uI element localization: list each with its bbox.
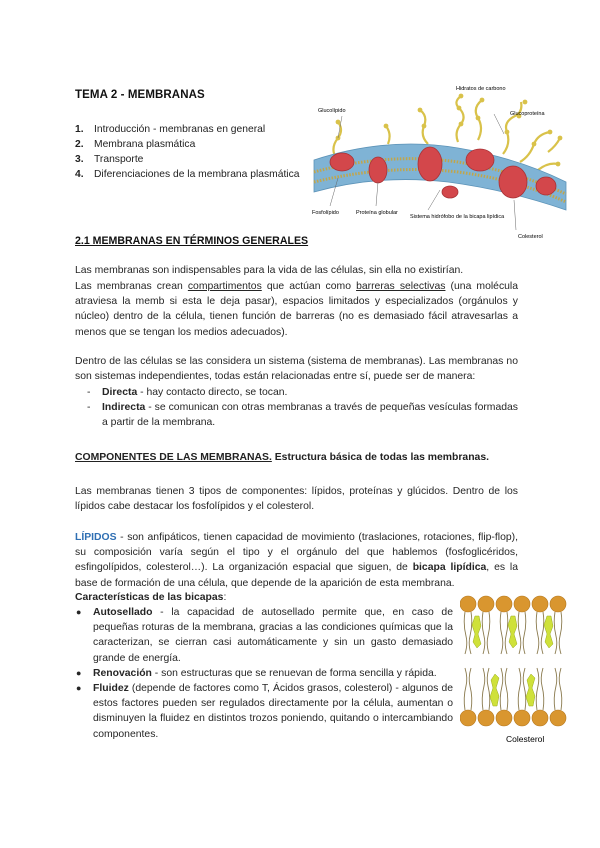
- cholesterol-molecules: [472, 616, 553, 706]
- toc-label: Introducción - membranas en general: [94, 124, 266, 135]
- underlined-term: compartimentos: [187, 281, 262, 292]
- text-run: - son anfipáticos, tienen capacidad de movimiento (traslaciones, rotaciones, flip-flop), su composición varía según el tipo y el orgánulo del que hablemos (fosfoglicéridos, esfingolípidos, colesterol…). La organización espacial que siguen, de: [75, 532, 518, 574]
- phospholipid-head: [550, 710, 566, 726]
- bullet-icon: ●: [76, 683, 82, 694]
- page-title: TEMA 2 - MEMBRANAS: [75, 89, 205, 101]
- bilayer-features-heading: [75, 590, 226, 605]
- paragraph: Dentro de las células se las considera un sistema (sistema de membranas). Las membranas no son sistemas independientes, todas están relacionadas entre sí, puede ser de manera:: [75, 356, 518, 383]
- table-of-contents: [75, 122, 305, 182]
- list-item: [75, 605, 453, 666]
- bullet-icon: ●: [76, 607, 82, 617]
- term: Directa: [102, 387, 138, 398]
- lipid-tail: [482, 668, 485, 710]
- lipid-tail: [487, 668, 490, 710]
- term: Renovación: [93, 667, 152, 679]
- lipid-tail: [505, 668, 508, 710]
- lipid-tail: [500, 668, 503, 710]
- paragraph: Las membranas son indispensables para la vida de las células, sin ella no existirían.: [75, 265, 464, 276]
- phospholipid-head: [514, 710, 530, 726]
- phospholipid-head: [478, 596, 494, 612]
- lipid-tail: [523, 612, 526, 654]
- lipid-tail: [536, 612, 539, 654]
- bullet-icon: ●: [76, 667, 82, 678]
- lipid-tail: [482, 612, 485, 654]
- lipidos-term: LÍPIDOS: [75, 532, 117, 543]
- phospholipid-head: [496, 596, 512, 612]
- cholesterol-molecule: [544, 616, 553, 648]
- lipid-tail: [554, 612, 557, 654]
- list-item: [75, 681, 453, 742]
- lipid-tail: [464, 668, 467, 710]
- lipid-tail: [541, 668, 544, 710]
- lipid-tail: [559, 612, 562, 654]
- dash-mark: -: [87, 402, 91, 414]
- label-oligosaccharides: Hidratos de carbono: [456, 86, 506, 92]
- lipid-tail: [554, 668, 557, 710]
- section-heading-text: 2.1 MEMBRANAS EN TÉRMINOS GENERALES: [75, 235, 309, 247]
- label-phospholipid: Fosfolípido: [312, 210, 339, 216]
- lipid-tail: [541, 612, 544, 654]
- underlined-term: barreras selectivas: [356, 281, 446, 292]
- phospholipid-head: [550, 596, 566, 612]
- components-heading-underlined: COMPONENTES DE LAS MEMBRANAS.: [75, 452, 272, 463]
- lipid-tail: [500, 612, 503, 654]
- cholesterol-molecule: [526, 674, 535, 706]
- lipid-tail: [487, 612, 490, 654]
- lipid-tail: [505, 612, 508, 654]
- label-hydrophobic-tails: Sistema hidrófobo de la bicapa lipídica: [410, 214, 505, 220]
- components-heading-rest: Estructura básica de todas las membranas.: [271, 452, 489, 463]
- phospholipid-head: [514, 596, 530, 612]
- toc-item: [75, 137, 305, 152]
- label-peripheral-protein: Proteína globular: [356, 210, 398, 216]
- lipid-tail: [523, 668, 526, 710]
- term: Indirecta: [102, 402, 146, 414]
- cholesterol-bilayer-figure: [460, 590, 572, 748]
- text-run: que actúan como: [261, 281, 357, 292]
- paragraph: [75, 279, 518, 340]
- lipidos-paragraph: [75, 530, 518, 591]
- term: Fluidez: [93, 683, 129, 695]
- phospholipid-head: [478, 710, 494, 726]
- text-run: - hay contacto directo, se tocan.: [137, 387, 288, 398]
- lipid-tail: [469, 612, 472, 654]
- phospholipid-head: [532, 596, 548, 612]
- list-item: [75, 385, 518, 400]
- phospholipid-heads: [460, 596, 566, 726]
- text-run: :: [223, 592, 227, 603]
- dash-mark: -: [87, 387, 91, 398]
- phospholipid-head: [460, 710, 476, 726]
- list-item: [75, 400, 518, 430]
- lipid-tail: [559, 668, 562, 710]
- text-run: - la capacidad de autosellado permite que, en caso de pequeñas roturas de la membrana, gracias a las condiciones químicas que la caracterizan, se cierran casi automáticamente y sin un gasto demasiado grande de energía.: [93, 607, 453, 664]
- connection-list: [75, 385, 518, 431]
- cholesterol-molecule: [508, 616, 517, 648]
- toc-label: Transporte: [94, 154, 144, 165]
- label-glycolipid: Glucolípido: [318, 108, 346, 114]
- text-run: (una molécula atraviesa la memb si esta le deja pasar), espacios limitados y especializados (orgánulos y núcleo) dentro de la célula, tienen función de barreras (no es demasiado fácil atravesarlas a menos que se tengan los medios adecuados).: [75, 281, 519, 338]
- bilayer-features-heading-text: Características de las bicapas: [75, 592, 224, 603]
- toc-number: 2.: [75, 139, 84, 150]
- phospholipid-head: [460, 596, 476, 612]
- membrane-figure: [308, 82, 570, 244]
- lipid-tail: [536, 668, 539, 710]
- text-run: (depende de factores como T, Ácidos grasos, colesterol) - algunos de estos factores pueden ser regulados directamente por la célula, aumentan o disminuyen la fluidez en distintos trozos poniendo, quitando o intercambiando componentes.: [93, 683, 453, 740]
- toc-label: Membrana plasmática: [94, 139, 196, 150]
- lipid-tail: [518, 612, 521, 654]
- toc-item: [75, 167, 305, 182]
- bilayer-features-list: [75, 605, 453, 742]
- toc-number: 1.: [75, 124, 84, 135]
- lipid-tail: [518, 668, 521, 710]
- cholesterol-molecule: [490, 674, 499, 706]
- phospholipid-head: [496, 710, 512, 726]
- list-item: [75, 666, 453, 681]
- phospholipid-head: [532, 710, 548, 726]
- cholesterol-molecule: [472, 616, 481, 648]
- paragraph: Las membranas tienen 3 tipos de componentes: lípidos, proteínas y glúcidos. Dentro de los lípidos cabe destacar los fosfolípidos y el colesterol.: [75, 486, 518, 513]
- toc-item: [75, 152, 305, 167]
- label-glycoprotein: Glucoproteína: [510, 111, 545, 117]
- lipid-tail: [469, 668, 472, 710]
- label-cholesterol: Colesterol: [518, 234, 543, 240]
- toc-label: Diferenciaciones de la membrana plasmática: [94, 169, 300, 180]
- text-run: - son estructuras que se renuevan de forma sencilla y rápida.: [151, 667, 437, 679]
- text-run: , es la base de formación de una célula, que depende de la aparición de esta membrana.: [75, 562, 519, 589]
- toc-number: 3.: [75, 154, 84, 165]
- text-run: - se comunican con otras membranas a través de pequeñas vesículas formadas a partir de la membrana.: [102, 402, 518, 429]
- term: Autosellado: [93, 607, 153, 618]
- cholesterol-caption: Colesterol: [506, 734, 545, 744]
- section-heading: [75, 231, 308, 249]
- text-run: Las membranas crean: [75, 281, 188, 292]
- toc-item: [75, 122, 305, 137]
- lipid-tail: [464, 612, 467, 654]
- bilayer-term: bicapa lipídica: [412, 562, 487, 574]
- toc-number: 4.: [75, 169, 84, 180]
- components-heading: [75, 452, 489, 463]
